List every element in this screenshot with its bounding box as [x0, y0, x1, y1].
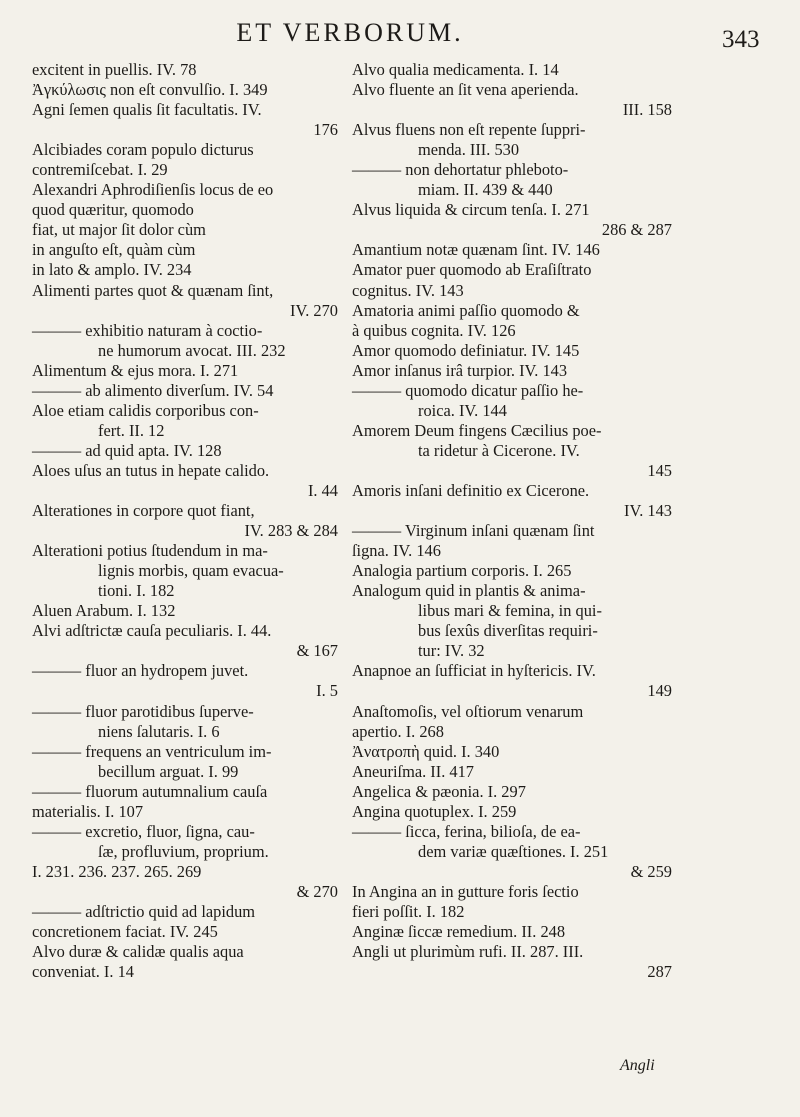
index-entry-line: lignis morbis, quam evacua- — [98, 561, 284, 581]
index-entry-line: In Angina an in gutture foris ſectio — [352, 881, 579, 901]
index-entry-line: Alimenti partes quot & quænam ſint, — [32, 280, 274, 300]
index-entry-line: becillum arguat. I. 99 — [98, 761, 239, 781]
index-entry-line: Alvo duræ & calidæ qualis aqua — [32, 942, 244, 962]
index-entry-line: Ἀγκύλωσις non eſt convulſio. I. 349 — [32, 80, 268, 100]
index-entry-line: Aneuriſma. II. 417 — [352, 761, 474, 781]
index-entry-line: excitent in puellis. IV. 78 — [32, 60, 197, 79]
index-entry-line: quod quæritur, quomodo — [32, 200, 194, 220]
running-header: ET VERBORUM. — [236, 18, 464, 47]
index-entry-line: ——— fluorum autumnalium cauſa — [32, 781, 268, 801]
catchword: Angli — [620, 1057, 655, 1074]
index-entry-line: menda. III. 530 — [418, 140, 520, 160]
index-entry-line: Agni ſemen qualis ſit facultatis. IV. — [32, 100, 262, 120]
index-entry-line: I. 5 — [316, 681, 338, 701]
index-entry-line: Alvi adſtrictæ cauſa peculiaris. I. 44. — [32, 621, 272, 641]
index-entry-line: Amatoria animi paſſio quomodo & — [352, 300, 580, 320]
index-entry-line: ——— exhibitio naturam à coctio- — [32, 320, 263, 340]
index-entry-line: Amorem Deum fingens Cæcilius poe- — [352, 420, 602, 440]
index-entry-line: Alvo qualia medicamenta. I. 14 — [352, 60, 559, 79]
index-entry-line: ——— ſicca, ferina, bilioſa, de ea- — [352, 821, 581, 841]
index-entry-line: à quibus cognita. IV. 126 — [352, 320, 516, 340]
index-entry-line: III. 158 — [622, 100, 672, 120]
index-entry-line: 145 — [647, 460, 672, 480]
index-entry-line: ——— excretio, fluor, ſigna, cau- — [32, 821, 255, 841]
index-entry-line: libus mari & femina, in qui- — [418, 601, 602, 621]
index-entry-line: Ἀνατροπὴ quid. I. 340 — [352, 741, 500, 761]
index-entry-line: ——— adſtrictio quid ad lapidum — [32, 901, 256, 921]
index-entry-line: IV. 270 — [290, 300, 338, 320]
index-entry-line: ſæ, profluvium, proprium. — [98, 841, 269, 861]
index-entry-line: Alimentum & ejus mora. I. 271 — [32, 360, 239, 380]
index-entry-line: IV. 143 — [624, 501, 672, 521]
index-entry-line: ——— non dehortatur phleboto- — [352, 160, 569, 180]
index-column-left — [32, 60, 338, 982]
index-entry-line: IV. 283 & 284 — [244, 521, 338, 541]
index-entry-line: fiat, ut major ſit dolor cùm — [32, 220, 206, 240]
index-entry-line: I. 44 — [307, 480, 338, 500]
index-entry-line: miam. II. 439 & 440 — [418, 180, 553, 200]
index-entry-line: ——— fluor an hydropem juvet. — [32, 661, 249, 681]
index-entry-line: Angli ut plurimùm rufi. II. 287. III. — [352, 942, 584, 962]
index-entry-line: Aloes uſus an tutus in hepate calido. — [32, 460, 270, 480]
index-entry-line: Amor inſanus irâ turpior. IV. 143 — [352, 360, 568, 380]
index-entry-line: Alterationi potius ſtudendum in ma- — [32, 541, 268, 561]
index-entry-line: fieri poſſit. I. 182 — [352, 901, 465, 921]
index-entry-line: Alexandri Aphrodiſienſis locus de eo — [32, 180, 274, 200]
index-entry-line: Amor quomodo definiatur. IV. 145 — [352, 340, 580, 360]
index-entry-line: cognitus. IV. 143 — [352, 280, 464, 300]
index-entry-line: I. 231. 236. 237. 265. 269 — [32, 861, 202, 881]
index-entry-line: Alvo fluente an ſit vena aperienda. — [352, 80, 579, 100]
index-entry-line: roica. IV. 144 — [418, 400, 507, 420]
index-entry-line: 287 — [647, 962, 672, 982]
index-entry-line: bus ſexûs diverſitas requiri- — [418, 621, 598, 641]
index-entry-line: 176 — [313, 120, 338, 140]
index-entry-line: ——— Virginum inſani quænam ſint — [352, 521, 595, 541]
index-entry-line: Angelica & pæonia. I. 297 — [352, 781, 526, 801]
index-entry-line: ——— fluor parotidibus ſuperve- — [32, 701, 254, 721]
index-entry-line: dem variæ quæſtiones. I. 251 — [418, 841, 609, 861]
index-entry-line: ſigna. IV. 146 — [352, 541, 441, 561]
index-entry-line: & 259 — [630, 861, 672, 881]
index-entry-line: Anginæ ſiccæ remedium. II. 248 — [352, 922, 566, 942]
index-entry-line: Amantium notæ quænam ſint. IV. 146 — [352, 240, 600, 260]
index-entry-line: Anapnoe an ſufficiat in hyſtericis. IV. — [352, 661, 596, 681]
index-entry-line: ta ridetur à Cicerone. IV. — [418, 440, 580, 460]
index-entry-line: Analogum quid in plantis & anima- — [352, 581, 586, 601]
index-entry-line: & 270 — [296, 881, 338, 901]
index-entry-line: in lato & amplo. IV. 234 — [32, 260, 192, 280]
index-entry-line: niens ſalutaris. I. 6 — [98, 721, 220, 741]
index-entry-line: Alvus liquida & circum tenſa. I. 271 — [352, 200, 590, 220]
index-entry-line: Alcibiades coram populo dicturus — [32, 140, 254, 160]
index-entry-line: 286 & 287 — [601, 220, 672, 240]
index-column-right — [352, 60, 672, 982]
index-entry-line: tioni. I. 182 — [98, 581, 175, 601]
index-entry-line: 149 — [647, 681, 672, 701]
index-entry-line: Amoris inſani definitio ex Cicerone. — [352, 480, 590, 500]
index-entry-line: ——— ab alimento diverſum. IV. 54 — [32, 380, 274, 400]
index-entry-line: Amator puer quomodo ab Eraſiſtrato — [352, 260, 592, 280]
index-entry-line: Aloe etiam calidis corporibus con- — [32, 400, 259, 420]
index-entry-line: & 167 — [296, 641, 338, 661]
index-entry-line: ——— frequens an ventriculum im- — [32, 741, 272, 761]
index-entry-line: tur: IV. 32 — [418, 641, 485, 661]
index-entry-line: ne humorum avocat. III. 232 — [98, 340, 286, 360]
index-entry-line: fert. II. 12 — [98, 420, 165, 440]
index-entry-line: Alterationes in corpore quot fiant, — [32, 501, 255, 521]
index-entry-line: ——— quomodo dicatur paſſio he- — [352, 380, 584, 400]
index-entry-line: Anaſtomoſis, vel oſtiorum venarum — [352, 701, 584, 721]
index-entry-line: Alvus fluens non eſt repente ſuppri- — [352, 120, 586, 140]
index-entry-line: Aluen Arabum. I. 132 — [32, 601, 176, 621]
index-entry-line: materialis. I. 107 — [32, 801, 144, 821]
page-number: 343 — [722, 26, 760, 53]
index-entry-line: contremiſcebat. I. 29 — [32, 160, 168, 180]
index-entry-line: conveniat. I. 14 — [32, 962, 134, 982]
index-entry-line: in anguſto eſt, quàm cùm — [32, 240, 196, 260]
index-entry-line: Analogia partium corporis. I. 265 — [352, 561, 572, 581]
index-entry-line: ——— ad quid apta. IV. 128 — [32, 440, 222, 460]
index-entry-line: Angina quotuplex. I. 259 — [352, 801, 517, 821]
index-entry-line: apertio. I. 268 — [352, 721, 444, 741]
index-entry-line: concretionem faciat. IV. 245 — [32, 922, 218, 942]
